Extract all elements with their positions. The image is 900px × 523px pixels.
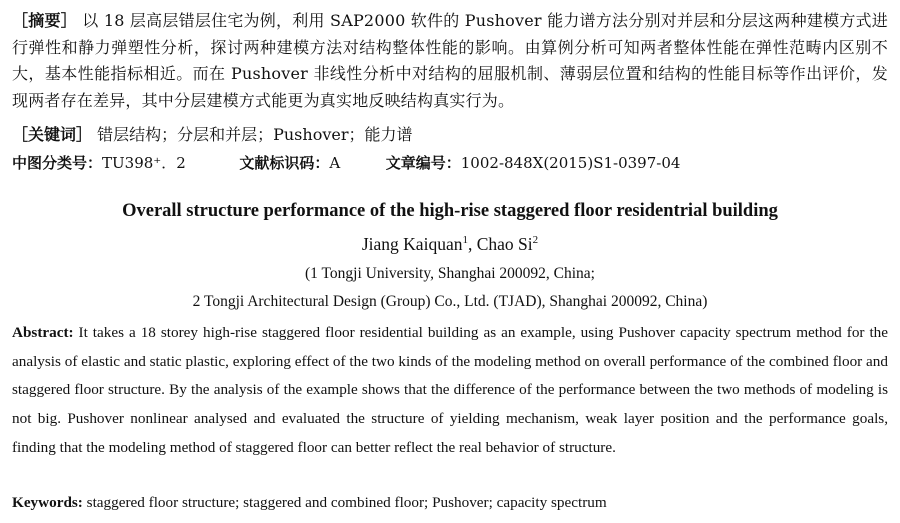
doc-code-label: 文献标识码： xyxy=(239,154,330,172)
classification-line xyxy=(12,150,888,176)
author-2-name: Chao Si xyxy=(476,234,533,254)
english-keywords-label: Keywords: xyxy=(12,494,83,511)
english-abstract xyxy=(12,319,888,463)
authors xyxy=(0,231,900,257)
chinese-keywords-label: ［关键词］ xyxy=(12,125,93,144)
author-2-affiliation-mark: 2 xyxy=(532,234,539,246)
author-1-name: Jiang Kaiquan xyxy=(361,234,463,254)
english-keywords xyxy=(12,490,888,516)
doc-code-value: A xyxy=(329,154,341,172)
english-abstract-text: It takes a 18 storey high-rise staggered floor residential building as an example, using Pushover capacity spectrum method for the analysis of elastic and static plastic, exploring effect of the two kinds of the modeling method on overall performance of the combined floor and staggered floor structure. By the analysis of the example shows that the difference of the performance between the two methods of modeling is not big. Pushover nonlinear analysed and evaluated the structure of yielding mechanism, weak layer position and the performance goals, finding that the modeling method of staggered floor can better reflect the real behavior of structure. xyxy=(12,324,888,456)
author-1-affiliation-mark: 1 xyxy=(462,234,468,246)
english-abstract-label: Abstract: xyxy=(12,324,74,341)
chinese-abstract xyxy=(12,8,888,114)
affiliation-1: (1 Tongji University, Shanghai 200092, China; xyxy=(305,265,595,282)
chinese-keywords-text: 错层结构；分层和并层；Pushover；能力谱 xyxy=(97,125,413,144)
article-number-label: 文章编号： xyxy=(385,154,461,172)
chinese-keywords xyxy=(12,122,888,148)
author-separator: , xyxy=(467,234,477,254)
english-keywords-text: staggered floor structure; staggered and combined floor; Pushover; capacity spectrum xyxy=(82,494,607,511)
article-number-value: 1002-848X(2015)S1-0397-04 xyxy=(460,154,681,172)
english-title: Overall structure performance of the high-rise staggered floor residentrial building xyxy=(122,201,778,221)
clc-label: 中图分类号： xyxy=(12,154,103,172)
affiliation-2: 2 Tongji Architectural Design (Group) Co., Ltd. (TJAD), Shanghai 200092, China) xyxy=(192,293,708,310)
chinese-abstract-text: 以 18 层高层错层住宅为例，利用 SAP2000 软件的 Pushover 能力谱方法分别对并层和分层这两种建模方式进行弹性和静力弹塑性分析，探讨两种建模方法对结构整体性能的影响。由算例分析可知两者整体性能在弹性范畴内区别不大，基本性能指标相近。而在 Pushover 非线性分析中对结构的屈服机制、薄弱层位置和结构的性能目标等作出评价，发现两者存在差异，其中分层建模方式能更为真实地反映结构真实行为。 xyxy=(12,11,888,110)
clc-value: TU398⁺．2 xyxy=(102,154,186,172)
chinese-abstract-label: ［摘要］ xyxy=(12,11,77,30)
